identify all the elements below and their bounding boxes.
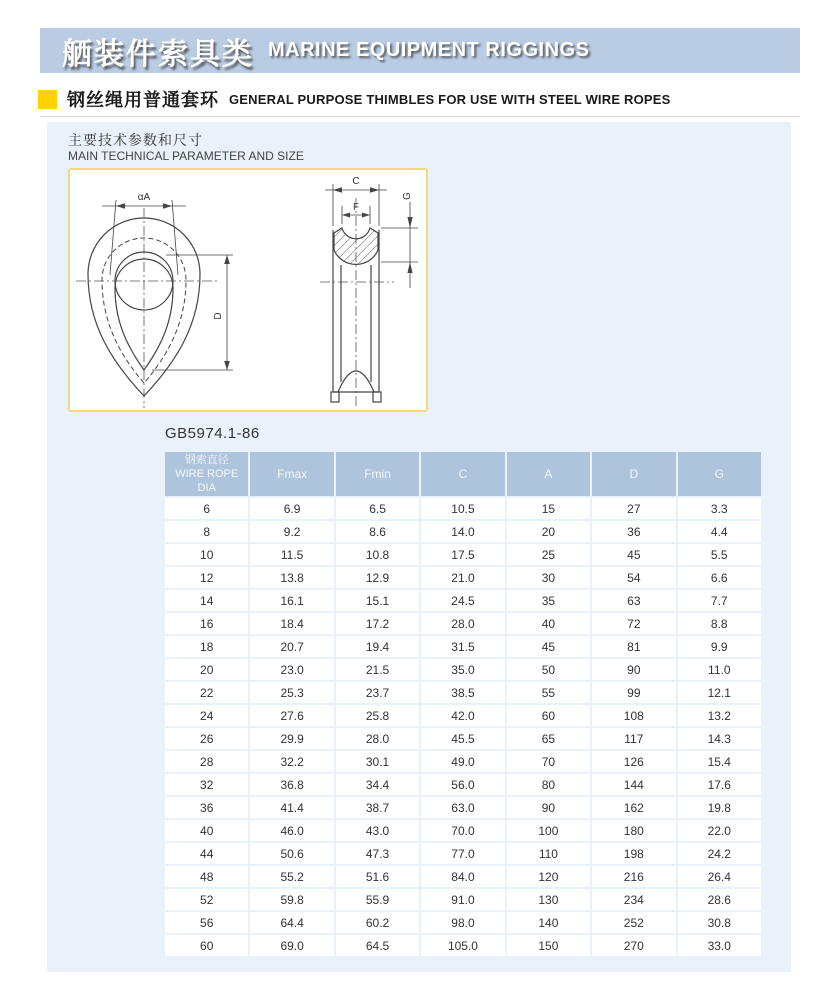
column-header-c: C	[421, 452, 504, 496]
table-cell: 38.7	[336, 797, 419, 818]
banner-title-zh: 舾装件索具类	[62, 37, 254, 71]
table-cell: 180	[592, 820, 675, 841]
page-banner	[40, 28, 800, 73]
table-cell: 50.6	[250, 843, 333, 864]
table-cell: 41.4	[250, 797, 333, 818]
table-cell: 6	[165, 498, 248, 519]
table-cell: 31.5	[421, 636, 504, 657]
params-heading-zh: 主要技术参数和尺寸	[68, 132, 203, 148]
table-cell: 16	[165, 613, 248, 634]
table-cell: 54	[592, 567, 675, 588]
dim-label-F: F	[352, 202, 360, 213]
table-cell: 140	[507, 912, 590, 933]
column-header-fmin: Fmin	[336, 452, 419, 496]
table-cell: 12.9	[336, 567, 419, 588]
table-cell: 30.8	[678, 912, 761, 933]
table-row	[165, 567, 761, 588]
dim-label-G: G	[402, 192, 413, 200]
table-cell: 24	[165, 705, 248, 726]
table-cell: 63.0	[421, 797, 504, 818]
table-cell: 72	[592, 613, 675, 634]
table-cell: 64.4	[250, 912, 333, 933]
table-cell: 5.5	[678, 544, 761, 565]
table-row	[165, 636, 761, 657]
table-cell: 28.6	[678, 889, 761, 910]
table-cell: 8.6	[336, 521, 419, 542]
table-cell: 32.2	[250, 751, 333, 772]
table-cell: 84.0	[421, 866, 504, 887]
table-cell: 26	[165, 728, 248, 749]
table-cell: 21.0	[421, 567, 504, 588]
table-cell: 19.4	[336, 636, 419, 657]
table-cell: 24.2	[678, 843, 761, 864]
table-row	[165, 521, 761, 542]
table-row	[165, 705, 761, 726]
table-cell: 42.0	[421, 705, 504, 726]
table-cell: 35.0	[421, 659, 504, 680]
table-cell: 10	[165, 544, 248, 565]
section-title-en: GENERAL PURPOSE THIMBLES FOR USE WITH STEEL WIRE ROPES	[229, 91, 671, 107]
table-cell: 49.0	[421, 751, 504, 772]
column-header-zh: 钢索直径	[184, 454, 229, 466]
table-cell: 77.0	[421, 843, 504, 864]
table-cell: 100	[507, 820, 590, 841]
table-cell: 43.0	[336, 820, 419, 841]
table-cell: 3.3	[678, 498, 761, 519]
table-cell: 8	[165, 521, 248, 542]
table-cell: 18.4	[250, 613, 333, 634]
table-cell: 10.8	[336, 544, 419, 565]
table-cell: 24.5	[421, 590, 504, 611]
table-cell: 90	[507, 797, 590, 818]
table-cell: 60.2	[336, 912, 419, 933]
table-cell: 30.1	[336, 751, 419, 772]
table-row	[165, 659, 761, 680]
table-cell: 14.3	[678, 728, 761, 749]
table-row	[165, 498, 761, 519]
table-cell: 36.8	[250, 774, 333, 795]
table-cell: 23.0	[250, 659, 333, 680]
table-row	[165, 912, 761, 933]
spec-table-head	[165, 452, 761, 496]
table-cell: 55.9	[336, 889, 419, 910]
table-cell: 70.0	[421, 820, 504, 841]
table-cell: 9.2	[250, 521, 333, 542]
table-cell: 23.7	[336, 682, 419, 703]
table-cell: 144	[592, 774, 675, 795]
section-heading	[38, 86, 671, 112]
table-cell: 70	[507, 751, 590, 772]
table-cell: 32	[165, 774, 248, 795]
table-cell: 99	[592, 682, 675, 703]
table-row	[165, 590, 761, 611]
table-cell: 20	[165, 659, 248, 680]
section-title-zh: 钢丝绳用普通套环	[67, 90, 219, 110]
table-cell: 60	[165, 935, 248, 956]
table-cell: 56	[165, 912, 248, 933]
table-cell: 6.9	[250, 498, 333, 519]
table-cell: 30	[507, 567, 590, 588]
column-header-wire-rope-dia	[165, 452, 248, 496]
table-cell: 90	[592, 659, 675, 680]
table-cell: 55.2	[250, 866, 333, 887]
technical-drawing	[70, 170, 426, 410]
table-cell: 45.5	[421, 728, 504, 749]
dim-label-D: D	[213, 312, 224, 320]
table-cell: 234	[592, 889, 675, 910]
table-cell: 26.4	[678, 866, 761, 887]
table-cell: 13.2	[678, 705, 761, 726]
table-cell: 18	[165, 636, 248, 657]
table-cell: 15	[507, 498, 590, 519]
table-cell: 65	[507, 728, 590, 749]
table-cell: 7.7	[678, 590, 761, 611]
table-cell: 19.8	[678, 797, 761, 818]
table-cell: 10.5	[421, 498, 504, 519]
dim-label-aA: αA	[137, 192, 151, 203]
table-cell: 50	[507, 659, 590, 680]
table-cell: 150	[507, 935, 590, 956]
column-header-fmax: Fmax	[250, 452, 333, 496]
params-heading-en: MAIN TECHNICAL PARAMETER AND SIZE	[68, 149, 304, 163]
table-cell: 63	[592, 590, 675, 611]
table-cell: 130	[507, 889, 590, 910]
table-row	[165, 935, 761, 956]
table-cell: 17.6	[678, 774, 761, 795]
table-cell: 117	[592, 728, 675, 749]
table-cell: 22.0	[678, 820, 761, 841]
table-cell: 45	[507, 636, 590, 657]
dim-label-C: C	[352, 176, 360, 187]
column-header-d: D	[592, 452, 675, 496]
table-cell: 28	[165, 751, 248, 772]
table-cell: 6.5	[336, 498, 419, 519]
header-row	[165, 452, 761, 496]
table-cell: 11.5	[250, 544, 333, 565]
table-cell: 40	[507, 613, 590, 634]
table-row	[165, 682, 761, 703]
table-cell: 17.5	[421, 544, 504, 565]
table-cell: 270	[592, 935, 675, 956]
table-cell: 29.9	[250, 728, 333, 749]
table-cell: 51.6	[336, 866, 419, 887]
table-cell: 216	[592, 866, 675, 887]
table-cell: 12	[165, 567, 248, 588]
table-cell: 126	[592, 751, 675, 772]
table-cell: 59.8	[250, 889, 333, 910]
horizontal-divider	[40, 116, 800, 117]
table-cell: 22	[165, 682, 248, 703]
table-cell: 25.3	[250, 682, 333, 703]
table-cell: 36	[592, 521, 675, 542]
table-cell: 48	[165, 866, 248, 887]
table-cell: 44	[165, 843, 248, 864]
table-row	[165, 843, 761, 864]
table-cell: 46.0	[250, 820, 333, 841]
table-cell: 80	[507, 774, 590, 795]
content-panel	[47, 122, 791, 972]
table-cell: 11.0	[678, 659, 761, 680]
table-cell: 16.1	[250, 590, 333, 611]
table-cell: 13.8	[250, 567, 333, 588]
table-cell: 25.8	[336, 705, 419, 726]
table-cell: 105.0	[421, 935, 504, 956]
table-cell: 28.0	[421, 613, 504, 634]
table-cell: 52	[165, 889, 248, 910]
table-cell: 98.0	[421, 912, 504, 933]
table-cell: 252	[592, 912, 675, 933]
table-row	[165, 889, 761, 910]
table-cell: 91.0	[421, 889, 504, 910]
table-cell: 9.9	[678, 636, 761, 657]
table-cell: 25	[507, 544, 590, 565]
table-cell: 36	[165, 797, 248, 818]
table-cell: 4.4	[678, 521, 761, 542]
yellow-bullet-icon	[38, 90, 57, 109]
table-cell: 21.5	[336, 659, 419, 680]
table-cell: 28.0	[336, 728, 419, 749]
table-cell: 8.8	[678, 613, 761, 634]
table-cell: 33.0	[678, 935, 761, 956]
table-cell: 6.6	[678, 567, 761, 588]
column-header-a: A	[507, 452, 590, 496]
banner-title-en: MARINE EQUIPMENT RIGGINGS	[268, 39, 590, 61]
table-row	[165, 820, 761, 841]
table-row	[165, 728, 761, 749]
table-cell: 162	[592, 797, 675, 818]
table-cell: 40	[165, 820, 248, 841]
table-cell: 108	[592, 705, 675, 726]
table-cell: 110	[507, 843, 590, 864]
spec-table-body	[165, 498, 761, 956]
table-cell: 35	[507, 590, 590, 611]
table-cell: 47.3	[336, 843, 419, 864]
table-cell: 15.4	[678, 751, 761, 772]
table-cell: 198	[592, 843, 675, 864]
table-cell: 15.1	[336, 590, 419, 611]
table-cell: 20	[507, 521, 590, 542]
table-cell: 27.6	[250, 705, 333, 726]
table-cell: 81	[592, 636, 675, 657]
column-header-en: WIRE ROPE DIA	[175, 468, 239, 494]
table-cell: 120	[507, 866, 590, 887]
table-cell: 64.5	[336, 935, 419, 956]
table-row	[165, 797, 761, 818]
spec-table	[163, 450, 763, 958]
technical-drawing-box	[68, 168, 428, 412]
table-cell: 60	[507, 705, 590, 726]
table-cell: 14	[165, 590, 248, 611]
table-cell: 45	[592, 544, 675, 565]
table-row	[165, 751, 761, 772]
table-row	[165, 544, 761, 565]
table-cell: 20.7	[250, 636, 333, 657]
table-cell: 38.5	[421, 682, 504, 703]
table-cell: 17.2	[336, 613, 419, 634]
table-cell: 12.1	[678, 682, 761, 703]
table-row	[165, 613, 761, 634]
table-row	[165, 774, 761, 795]
table-cell: 55	[507, 682, 590, 703]
table-cell: 14.0	[421, 521, 504, 542]
table-cell: 27	[592, 498, 675, 519]
column-header-g: G	[678, 452, 761, 496]
table-row	[165, 866, 761, 887]
table-cell: 34.4	[336, 774, 419, 795]
standard-label: GB5974.1-86	[165, 425, 260, 442]
table-cell: 56.0	[421, 774, 504, 795]
table-cell: 69.0	[250, 935, 333, 956]
